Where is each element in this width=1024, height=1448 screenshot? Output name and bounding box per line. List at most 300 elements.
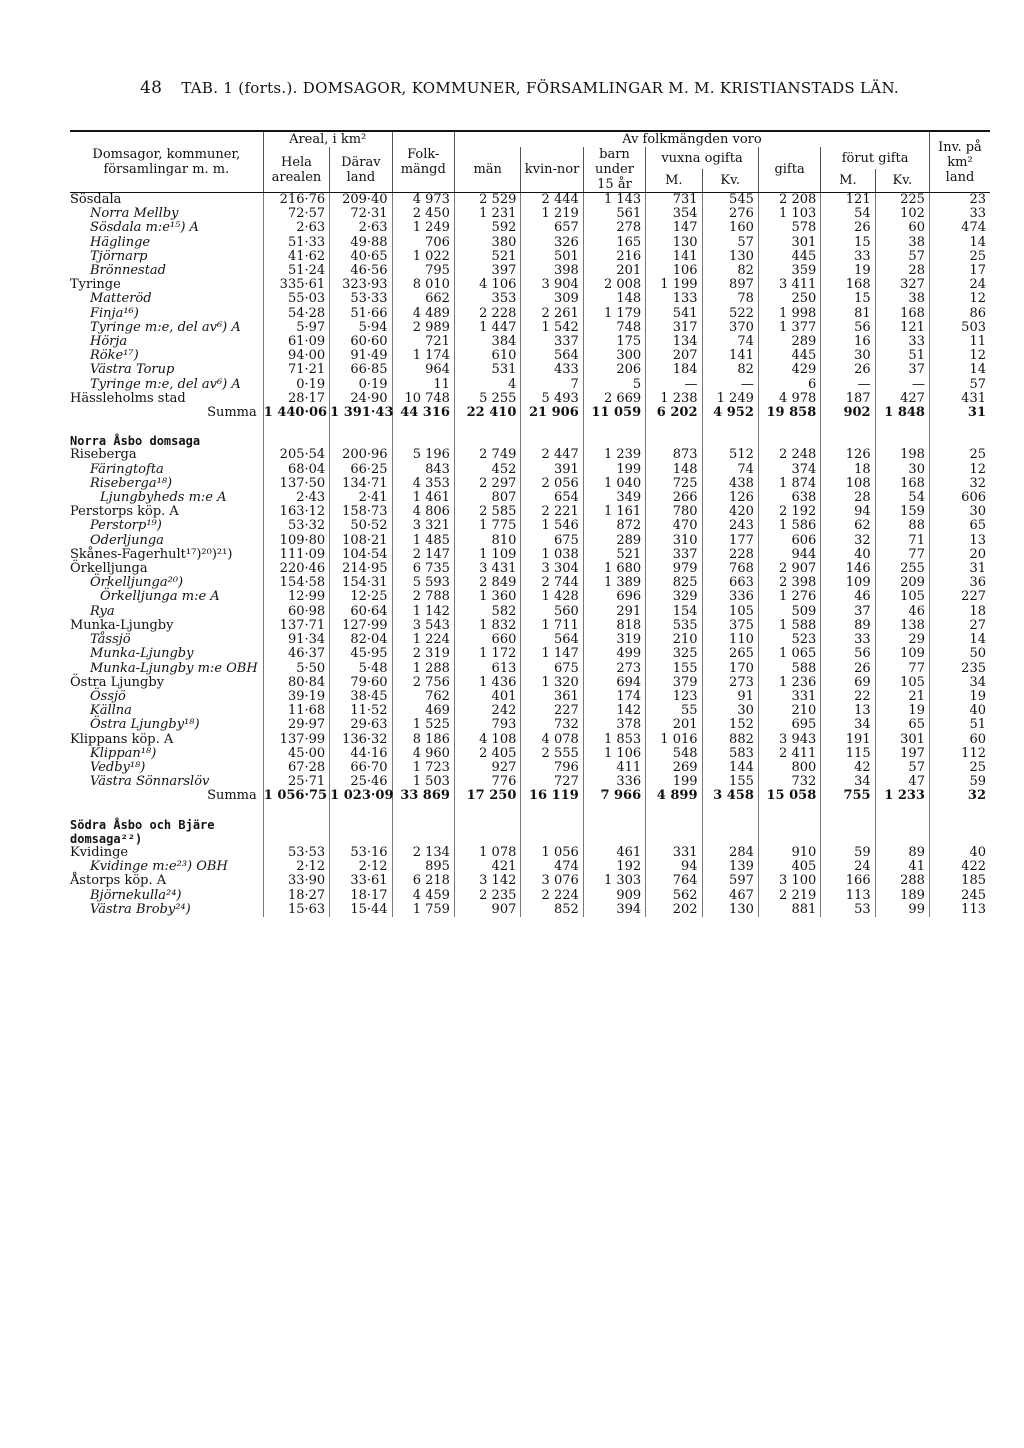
table-cell: 34 bbox=[821, 775, 875, 789]
table-cell: 265 bbox=[702, 647, 758, 661]
table-cell: 38 bbox=[875, 292, 929, 306]
table-cell: 250 bbox=[758, 292, 820, 306]
table-cell: 354 bbox=[646, 207, 702, 221]
table-row bbox=[70, 491, 990, 505]
table-cell: 1 238 bbox=[646, 392, 702, 406]
table-cell: 289 bbox=[583, 534, 645, 548]
table-cell: 1 174 bbox=[392, 349, 454, 363]
table-cell: 91 bbox=[702, 690, 758, 704]
table-row bbox=[70, 874, 990, 888]
table-cell: 65 bbox=[875, 718, 929, 732]
table-cell: 130 bbox=[702, 903, 758, 917]
col-av-header: Av folkmängden voro bbox=[454, 131, 929, 147]
table-title: TAB. 1 (forts.). DOMSAGOR, KOMMUNER, FÖRSAMLINGAR M. M. KRISTIANSTADS LÄN. bbox=[181, 79, 899, 97]
table-cell: 4 973 bbox=[392, 193, 454, 208]
table-cell: 2·63 bbox=[263, 221, 329, 235]
table-cell: 33 bbox=[821, 250, 875, 264]
table-cell: 144 bbox=[702, 761, 758, 775]
table-cell: 8 186 bbox=[392, 733, 454, 747]
table-cell: 235 bbox=[929, 662, 990, 676]
table-cell: 1 759 bbox=[392, 903, 454, 917]
table-cell: 57 bbox=[702, 236, 758, 250]
table-cell bbox=[875, 818, 929, 846]
table-cell bbox=[583, 818, 645, 846]
table-cell: 3 431 bbox=[454, 562, 520, 576]
table-cell: 5 255 bbox=[454, 392, 520, 406]
table-cell: 163·12 bbox=[263, 505, 329, 519]
row-name: Hässleholms stad bbox=[70, 390, 186, 406]
table-cell: 201 bbox=[583, 264, 645, 278]
table-cell: 1 065 bbox=[758, 647, 820, 661]
table-cell: 14 bbox=[929, 363, 990, 377]
table-row bbox=[70, 704, 990, 718]
table-cell: 897 bbox=[702, 278, 758, 292]
table-cell: 12 bbox=[929, 463, 990, 477]
table-cell bbox=[875, 804, 929, 818]
table-cell: 5·97 bbox=[263, 321, 329, 335]
table-cell bbox=[758, 434, 820, 448]
table-cell: 19 858 bbox=[758, 406, 820, 420]
table-cell: 335·61 bbox=[263, 278, 329, 292]
table-cell: 59 bbox=[929, 775, 990, 789]
table-cell: 99 bbox=[875, 903, 929, 917]
table-cell: 74 bbox=[702, 463, 758, 477]
table-cell: 80·84 bbox=[263, 676, 329, 690]
table-cell: 331 bbox=[646, 846, 702, 860]
table-cell: 242 bbox=[454, 704, 520, 718]
table-cell: 39·19 bbox=[263, 690, 329, 704]
table-cell: 4 078 bbox=[521, 733, 583, 747]
table-cell: 225 bbox=[875, 193, 929, 208]
table-cell: 531 bbox=[454, 363, 520, 377]
row-name: Vedby¹⁸) bbox=[90, 759, 146, 775]
table-cell: 1 303 bbox=[583, 874, 645, 888]
table-row bbox=[70, 207, 990, 221]
table-cell: 41 bbox=[875, 860, 929, 874]
table-cell: 49·88 bbox=[330, 236, 392, 250]
table-cell: 25·46 bbox=[330, 775, 392, 789]
table-row bbox=[70, 775, 990, 789]
table-cell: 3 411 bbox=[758, 278, 820, 292]
table-cell: 146 bbox=[821, 562, 875, 576]
table-cell: 7 bbox=[521, 378, 583, 392]
table-cell: 40 bbox=[929, 704, 990, 718]
table-cell: 121 bbox=[821, 193, 875, 208]
table-cell: 1 360 bbox=[454, 590, 520, 604]
table-cell: 3 458 bbox=[702, 789, 758, 803]
table-cell: 216·76 bbox=[263, 193, 329, 208]
table-cell: 209 bbox=[875, 576, 929, 590]
table-cell: 15 058 bbox=[758, 789, 820, 803]
table-cell: 1 680 bbox=[583, 562, 645, 576]
table-cell: 148 bbox=[646, 463, 702, 477]
table-cell: 15·44 bbox=[330, 903, 392, 917]
table-cell: 28 bbox=[821, 491, 875, 505]
table-cell: 22 410 bbox=[454, 406, 520, 420]
table-cell: 65 bbox=[929, 519, 990, 533]
table-cell: 19 bbox=[821, 264, 875, 278]
table-cell: 1 848 bbox=[875, 406, 929, 420]
table-row bbox=[70, 690, 990, 704]
table-cell: 433 bbox=[521, 363, 583, 377]
table-cell: 5·50 bbox=[263, 662, 329, 676]
table-cell: 310 bbox=[646, 534, 702, 548]
table-cell: 134 bbox=[646, 335, 702, 349]
table-cell: 3 543 bbox=[392, 619, 454, 633]
table-cell bbox=[392, 804, 454, 818]
table-cell: 438 bbox=[702, 477, 758, 491]
table-cell: 2 398 bbox=[758, 576, 820, 590]
table-cell: 467 bbox=[702, 889, 758, 903]
table-cell: 1 236 bbox=[758, 676, 820, 690]
table-cell: 818 bbox=[583, 619, 645, 633]
page-number: 48 bbox=[140, 78, 163, 98]
table-cell: 220·46 bbox=[263, 562, 329, 576]
table-cell: 113 bbox=[821, 889, 875, 903]
table-cell: 170 bbox=[702, 662, 758, 676]
table-cell: 521 bbox=[583, 548, 645, 562]
table-cell bbox=[583, 804, 645, 818]
table-cell: 582 bbox=[454, 605, 520, 619]
table-cell: 309 bbox=[521, 292, 583, 306]
table-cell: 198 bbox=[875, 448, 929, 462]
table-cell: 77 bbox=[875, 548, 929, 562]
col-vuxna-header: vuxna ogifta bbox=[646, 147, 759, 169]
row-name: Östra Ljungby¹⁸) bbox=[90, 717, 200, 733]
row-name: Östra Ljungby bbox=[70, 674, 165, 690]
table-cell bbox=[702, 420, 758, 434]
table-cell bbox=[454, 434, 520, 448]
page-header bbox=[140, 78, 899, 98]
table-row bbox=[70, 534, 990, 548]
table-cell bbox=[583, 434, 645, 448]
table-cell: 207 bbox=[646, 349, 702, 363]
table-cell: 53·53 bbox=[263, 846, 329, 860]
table-cell: 21 bbox=[875, 690, 929, 704]
table-row bbox=[70, 548, 990, 562]
table-cell: 148 bbox=[583, 292, 645, 306]
col-darav-header: Därav land bbox=[330, 147, 392, 193]
row-name: Össjö bbox=[90, 688, 126, 704]
table-cell: 523 bbox=[758, 633, 820, 647]
table-cell: 77 bbox=[875, 662, 929, 676]
table-cell: 1 485 bbox=[392, 534, 454, 548]
table-cell: 2 319 bbox=[392, 647, 454, 661]
table-cell: 1 874 bbox=[758, 477, 820, 491]
table-cell: 2 744 bbox=[521, 576, 583, 590]
table-cell: 31 bbox=[929, 562, 990, 576]
table-cell: 1 106 bbox=[583, 747, 645, 761]
table-cell: 881 bbox=[758, 903, 820, 917]
table-row bbox=[70, 335, 990, 349]
table-cell: 721 bbox=[392, 335, 454, 349]
row-name: Röke¹⁷) bbox=[90, 348, 139, 364]
table-cell: 2 297 bbox=[454, 477, 520, 491]
table-cell: 109·80 bbox=[263, 534, 329, 548]
table-cell: 206 bbox=[583, 363, 645, 377]
table-cell: 562 bbox=[646, 889, 702, 903]
table-cell: 284 bbox=[702, 846, 758, 860]
table-cell: 108 bbox=[821, 477, 875, 491]
table-cell: 445 bbox=[758, 349, 820, 363]
table-cell: 38·45 bbox=[330, 690, 392, 704]
table-cell: 561 bbox=[583, 207, 645, 221]
table-cell: 127·99 bbox=[330, 619, 392, 633]
table-cell: 37 bbox=[875, 363, 929, 377]
table-cell: 214·95 bbox=[330, 562, 392, 576]
row-name: Västra Sönnarslöv bbox=[90, 774, 210, 790]
row-name: Tyringe m:e, del av⁶) A bbox=[90, 376, 241, 392]
table-cell: 461 bbox=[583, 846, 645, 860]
table-cell: 2 989 bbox=[392, 321, 454, 335]
table-cell: 15·63 bbox=[263, 903, 329, 917]
table-cell: 1 711 bbox=[521, 619, 583, 633]
table-cell: 102 bbox=[875, 207, 929, 221]
table-cell: 79·60 bbox=[330, 676, 392, 690]
table-cell: 110 bbox=[702, 633, 758, 647]
table-cell: 762 bbox=[392, 690, 454, 704]
table-cell: 731 bbox=[646, 193, 702, 208]
table-cell: 613 bbox=[454, 662, 520, 676]
table-cell: 3 142 bbox=[454, 874, 520, 888]
table-cell: 94·00 bbox=[263, 349, 329, 363]
table-cell: 291 bbox=[583, 605, 645, 619]
table-cell: 53·16 bbox=[330, 846, 392, 860]
table-cell: 902 bbox=[821, 406, 875, 420]
table-cell bbox=[521, 818, 583, 846]
table-cell: 106 bbox=[646, 264, 702, 278]
table-cell: 4 bbox=[454, 378, 520, 392]
table-cell: 11 bbox=[392, 378, 454, 392]
table-row bbox=[70, 392, 990, 406]
table-cell: 227 bbox=[929, 590, 990, 604]
table-cell: 121 bbox=[875, 321, 929, 335]
col-forut-m-header: M. bbox=[821, 169, 875, 192]
table-cell: 60 bbox=[929, 733, 990, 747]
table-cell: 278 bbox=[583, 221, 645, 235]
table-cell: 142 bbox=[583, 704, 645, 718]
table-cell: 5·94 bbox=[330, 321, 392, 335]
table-cell: 725 bbox=[646, 477, 702, 491]
table-cell bbox=[263, 434, 329, 448]
col-inv-header: Inv. på km² land bbox=[929, 131, 990, 193]
table-cell: — bbox=[702, 378, 758, 392]
table-cell: 126 bbox=[821, 448, 875, 462]
table-cell: 67·28 bbox=[263, 761, 329, 775]
table-cell: 155 bbox=[702, 775, 758, 789]
table-cell: 2 261 bbox=[521, 307, 583, 321]
table-cell: 578 bbox=[758, 221, 820, 235]
table-cell: 1 038 bbox=[521, 548, 583, 562]
table-cell: 10 748 bbox=[392, 392, 454, 406]
table-cell: 16 bbox=[821, 335, 875, 349]
table-cell: 2 248 bbox=[758, 448, 820, 462]
table-cell: 2 208 bbox=[758, 193, 820, 208]
table-cell: 46·56 bbox=[330, 264, 392, 278]
col-vuxna-kv-header: Kv. bbox=[702, 169, 758, 192]
table-cell: 1 016 bbox=[646, 733, 702, 747]
table-cell: 47 bbox=[875, 775, 929, 789]
table-row bbox=[70, 378, 990, 392]
table-cell: 331 bbox=[758, 690, 820, 704]
table-cell bbox=[929, 420, 990, 434]
table-cell: 675 bbox=[521, 662, 583, 676]
table-row bbox=[70, 363, 990, 377]
table-cell: 210 bbox=[646, 633, 702, 647]
table-cell: 944 bbox=[758, 548, 820, 562]
table-cell: 2 555 bbox=[521, 747, 583, 761]
row-name: Tjörnarp bbox=[90, 248, 148, 264]
table-cell: 50 bbox=[929, 647, 990, 661]
table-cell bbox=[702, 434, 758, 448]
table-cell: 20 bbox=[929, 548, 990, 562]
table-cell: 706 bbox=[392, 236, 454, 250]
table-cell: 512 bbox=[702, 448, 758, 462]
table-cell: 807 bbox=[454, 491, 520, 505]
table-cell: 6 202 bbox=[646, 406, 702, 420]
table-cell: 927 bbox=[454, 761, 520, 775]
table-cell bbox=[646, 434, 702, 448]
row-name: Kvidinge m:e²³) OBH bbox=[90, 859, 228, 875]
table-cell: 1 249 bbox=[392, 221, 454, 235]
table-cell: 909 bbox=[583, 889, 645, 903]
table-cell: — bbox=[646, 378, 702, 392]
table-cell: 1 525 bbox=[392, 718, 454, 732]
table-cell: 25 bbox=[929, 448, 990, 462]
table-cell: 391 bbox=[521, 463, 583, 477]
table-cell: 431 bbox=[929, 392, 990, 406]
row-name: Södra Åsbo och Bjäre domsaga²²) bbox=[70, 817, 215, 846]
table-cell: 74 bbox=[702, 335, 758, 349]
table-cell: 2 756 bbox=[392, 676, 454, 690]
table-row bbox=[70, 818, 990, 846]
table-cell: 191 bbox=[821, 733, 875, 747]
table-cell: 46·37 bbox=[263, 647, 329, 661]
table-cell: 2·41 bbox=[330, 491, 392, 505]
table-row bbox=[70, 477, 990, 491]
table-cell: 1 103 bbox=[758, 207, 820, 221]
table-cell bbox=[392, 818, 454, 846]
table-cell: 1 391·43 bbox=[330, 405, 394, 421]
table-cell: 82 bbox=[702, 264, 758, 278]
table-cell: 1 224 bbox=[392, 633, 454, 647]
table-cell: 1 440·06 bbox=[263, 406, 329, 420]
table-cell: 17 bbox=[929, 264, 990, 278]
table-cell: 657 bbox=[521, 221, 583, 235]
table-cell: 26 bbox=[821, 221, 875, 235]
table-cell: 166 bbox=[821, 874, 875, 888]
col-name-header: Domsagor, kommuner, församlingar m. m. bbox=[70, 131, 263, 193]
table-cell: 33·61 bbox=[330, 874, 392, 888]
row-name: Västra Broby²⁴) bbox=[90, 901, 191, 917]
table-cell: 1 428 bbox=[521, 590, 583, 604]
table-row bbox=[70, 662, 990, 676]
table-cell: 26 bbox=[821, 363, 875, 377]
table-cell: 1 219 bbox=[521, 207, 583, 221]
table-cell: 25 bbox=[929, 250, 990, 264]
table-cell: 51·33 bbox=[263, 236, 329, 250]
table-cell: 94 bbox=[821, 505, 875, 519]
table-cell: 663 bbox=[702, 576, 758, 590]
table-cell: 2 907 bbox=[758, 562, 820, 576]
table-cell: 337 bbox=[646, 548, 702, 562]
table-cell: 1 723 bbox=[392, 761, 454, 775]
table-row bbox=[70, 860, 990, 874]
table-cell: 2 450 bbox=[392, 207, 454, 221]
table-cell: 421 bbox=[454, 860, 520, 874]
table-cell: 46 bbox=[821, 590, 875, 604]
table-cell: 155 bbox=[646, 662, 702, 676]
table-cell: 66·85 bbox=[330, 363, 392, 377]
table-cell: 1 249 bbox=[702, 392, 758, 406]
row-name: Sösdala bbox=[70, 192, 122, 207]
row-name: Västra Torup bbox=[90, 362, 175, 378]
table-cell: 2 669 bbox=[583, 392, 645, 406]
table-cell: 748 bbox=[583, 321, 645, 335]
table-cell bbox=[521, 420, 583, 434]
table-cell: 422 bbox=[929, 860, 990, 874]
table-cell: 30 bbox=[821, 349, 875, 363]
row-name: Tyringe bbox=[70, 277, 121, 293]
row-name: Klippan¹⁸) bbox=[90, 745, 157, 761]
table-cell: 1 461 bbox=[392, 491, 454, 505]
table-cell: 60 bbox=[875, 221, 929, 235]
table-cell: 349 bbox=[583, 491, 645, 505]
table-cell: 3 321 bbox=[392, 519, 454, 533]
table-cell: 3 076 bbox=[521, 874, 583, 888]
table-cell: 28 bbox=[875, 264, 929, 278]
table-cell: 45·00 bbox=[263, 747, 329, 761]
table-cell: 474 bbox=[521, 860, 583, 874]
table-cell: 660 bbox=[454, 633, 520, 647]
row-name: Rya bbox=[90, 603, 115, 619]
table-cell: 429 bbox=[758, 363, 820, 377]
table-cell: 82·04 bbox=[330, 633, 392, 647]
table-cell: 109 bbox=[875, 647, 929, 661]
table-cell: 873 bbox=[646, 448, 702, 462]
table-cell: 46 bbox=[875, 605, 929, 619]
row-name: Matteröd bbox=[90, 291, 152, 307]
table-cell: 361 bbox=[521, 690, 583, 704]
table-cell: 764 bbox=[646, 874, 702, 888]
col-kvinnor-header: kvin-nor bbox=[521, 147, 583, 193]
table-cell bbox=[758, 420, 820, 434]
table-cell: 0·19 bbox=[330, 378, 392, 392]
table-cell: 1 389 bbox=[583, 576, 645, 590]
table-cell: — bbox=[821, 378, 875, 392]
table-row bbox=[70, 278, 990, 292]
table-cell: 202 bbox=[646, 903, 702, 917]
row-name: Åstorps köp. A bbox=[70, 873, 167, 889]
table-cell: 1 056·75 bbox=[263, 789, 329, 803]
table-cell: 24 bbox=[821, 860, 875, 874]
table-cell: 1 056 bbox=[521, 846, 583, 860]
table-cell: 45·95 bbox=[330, 647, 392, 661]
table-cell: 205·54 bbox=[263, 448, 329, 462]
table-cell: 359 bbox=[758, 264, 820, 278]
table-cell: 560 bbox=[521, 605, 583, 619]
table-cell: 1 998 bbox=[758, 307, 820, 321]
table-cell: 33 869 bbox=[392, 789, 454, 803]
table-row bbox=[70, 420, 990, 434]
table-cell: 168 bbox=[821, 278, 875, 292]
table-cell: 22 bbox=[821, 690, 875, 704]
table-cell: 583 bbox=[702, 747, 758, 761]
row-name: Björnekulla²⁴) bbox=[90, 887, 182, 903]
row-name: Oderljunga bbox=[90, 532, 164, 548]
table-cell: 301 bbox=[875, 733, 929, 747]
table-cell: 36 bbox=[929, 576, 990, 590]
